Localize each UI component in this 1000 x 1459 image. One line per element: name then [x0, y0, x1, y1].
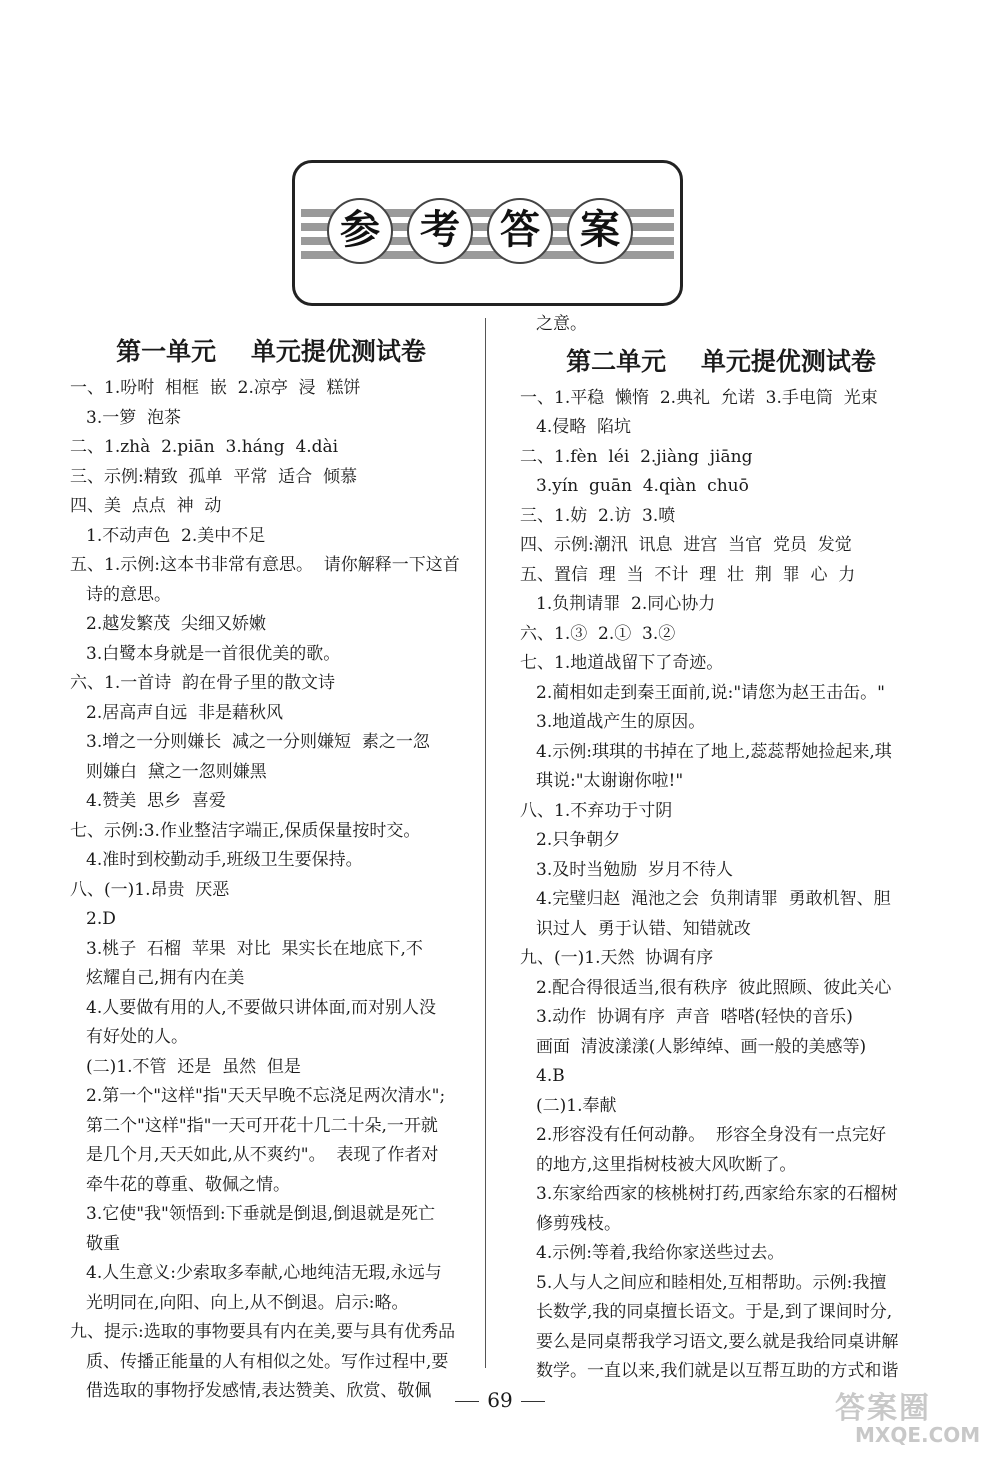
answer-line: 4.赞美 思乡 喜爱 — [86, 791, 226, 811]
answer-line: 2.形容没有任何动静。 形容全身没有一点完好 — [536, 1125, 887, 1145]
answer-line: 要么是同桌帮我学习语文,要么就是我给同桌讲解 — [536, 1331, 899, 1352]
answer-line: 2.蔺相如走到秦王面前,说:"请您为赵王击缶。" — [536, 682, 885, 703]
answer-line: 炫耀自己,拥有内在美 — [86, 968, 245, 988]
answer-line: 1.负荆请罪 2.同心协力 — [536, 594, 716, 614]
answer-line: 第二个"这样"指"一天可开花十几二十朵,一开就 — [86, 1115, 438, 1136]
page-number — [440, 1388, 560, 1412]
answer-line: 六、1.一首诗 韵在骨子里的散文诗 — [70, 673, 336, 693]
answer-line: 七、1.地道战留下了奇迹。 — [520, 653, 724, 673]
banner-char: 参 — [327, 198, 393, 264]
answer-line: 光明同在,向阳、向上,从不倒退。启示:略。 — [86, 1292, 409, 1313]
answer-line: 2.第一个"这样"指"天天早晚不忘浇足两次清水"; — [86, 1086, 446, 1106]
answer-line: 四、示例:潮汛 讯息 进宫 当官 党员 发觉 — [520, 535, 852, 555]
answer-line: 3.地道战产生的原因。 — [536, 712, 706, 732]
page-number-text: 69 — [487, 1388, 513, 1412]
banner-char: 考 — [407, 198, 473, 264]
answer-line: 5.人与人之间应和睦相处,互相帮助。示例:我擅 — [536, 1272, 887, 1293]
answer-line: 识过人 勇于认错、知错就改 — [536, 918, 751, 939]
banner-char: 答 — [487, 198, 553, 264]
answer-line: 诗的意思。 — [86, 584, 171, 605]
unit-1-heading: 第一单元 单元提优测试卷 — [116, 337, 426, 366]
banner-char: 案 — [567, 198, 633, 264]
answer-line: 则嫌白 黛之一忽则嫌黑 — [86, 761, 267, 782]
answer-line: 有好处的人。 — [86, 1027, 188, 1047]
answer-line: 长数学,我的同桌擅长语文。于是,到了课间时分, — [536, 1302, 893, 1322]
answer-line: 3.yín guān 4.qiàn chuō — [536, 476, 749, 496]
answer-line: 4.准时到校勤动手,班级卫生要保持。 — [86, 850, 363, 870]
answer-line: 二、1.fèn léi 2.jiàng jiāng — [520, 446, 753, 467]
answer-line: 六、1.③ 2.① 3.② — [520, 623, 676, 644]
answer-line: 一、1.吩咐 相框 嵌 2.凉亭 浸 糕饼 — [70, 378, 361, 398]
answer-line: 1.不动声色 2.美中不足 — [86, 525, 266, 546]
answer-line: 4.B — [536, 1066, 565, 1086]
watermark-logo: 答案圈 — [835, 1391, 931, 1426]
answer-line: 借选取的事物抒发感情,表达赞美、欣赏、敬佩 — [86, 1381, 432, 1401]
answer-line: 4.人生意义:少索取多奉献,心地纯洁无瑕,永远与 — [86, 1263, 442, 1283]
answer-line: 一、1.平稳 懒惰 2.典礼 允诺 3.手电筒 光束 — [520, 387, 878, 408]
answer-line: 3.动作 协调有序 声音 嗒嗒(轻快的音乐) — [536, 1007, 853, 1027]
answer-line: 修剪残枝。 — [536, 1213, 621, 1234]
answer-line: 3.东家给西家的核桃树打药,西家给东家的石榴树 — [536, 1184, 898, 1204]
answer-line: (二)1.奉献 — [536, 1095, 617, 1116]
answer-line: 牵牛花的尊重、敬佩之情。 — [86, 1174, 290, 1195]
answer-line: 八、1.不弃功于寸阴 — [520, 800, 673, 821]
answer-line: 4.完璧归赵 渑池之会 负荆请罪 勇敢机智、胆 — [536, 889, 891, 909]
answer-line: 数学。一直以来,我们就是以互帮互助的方式和谐 — [536, 1361, 899, 1381]
answer-line: 2.D — [86, 909, 116, 929]
answer-line: 画面 清波漾漾(人影绰绰、画一般的美感等) — [536, 1036, 867, 1057]
answer-line: 2.居高声自远 非是藉秋风 — [86, 702, 284, 723]
answer-line: 二、1.zhà 2.piān 3.háng 4.dài — [70, 437, 339, 457]
left-column — [56, 330, 486, 1407]
answer-title-banner — [292, 160, 683, 306]
answer-line: 三、1.妨 2.访 3.喷 — [520, 505, 676, 526]
right-column — [506, 314, 936, 1387]
watermark-url: MXQE.COM — [855, 1423, 981, 1447]
answer-line: 的地方,这里指树枝被大风吹断了。 — [536, 1154, 797, 1175]
answer-line: 3.白鹭本身就是一首很优美的歌。 — [86, 643, 341, 664]
answer-line: 三、示例:精致 孤单 平常 适合 倾慕 — [70, 466, 357, 487]
answer-line: 四、美 点点 神 动 — [70, 496, 222, 516]
answer-line: 2.只争朝夕 — [536, 830, 621, 850]
answer-line: 敬重 — [86, 1233, 120, 1254]
answer-line: 4.示例:琪琪的书掉在了地上,蕊蕊帮她捡起来,琪 — [536, 741, 892, 762]
answer-line: 五、置信 理 当 不计 理 壮 荆 罪 心 力 — [520, 564, 856, 585]
answer-line: 琪说:"太谢谢你啦!" — [536, 771, 684, 791]
answer-line: 4.侵略 陷坑 — [536, 417, 632, 437]
answer-line: 4.示例:等着,我给你家送些过去。 — [536, 1243, 785, 1263]
answer-line: 是几个月,天天如此,从不爽约"。 表现了作者对 — [86, 1145, 439, 1165]
unit-2-heading: 第二单元 单元提优测试卷 — [566, 346, 876, 376]
answer-line: 八、(一)1.昂贵 厌恶 — [70, 879, 230, 900]
answer-line: 3.它使"我"领悟到:下垂就是倒退,倒退就是死亡 — [86, 1204, 435, 1224]
answer-line: 2.配合得很适当,很有秩序 彼此照顾、彼此关心 — [536, 977, 892, 998]
answer-line: 3.桃子 石榴 苹果 对比 果实长在地底下,不 — [86, 938, 423, 959]
continuation-line: 之意。 — [536, 314, 587, 334]
answer-line: 3.及时当勉励 岁月不待人 — [536, 859, 734, 880]
answer-line: 4.人要做有用的人,不要做只讲体面,而对别人没 — [86, 997, 437, 1018]
answer-line: 3.一箩 泡茶 — [86, 407, 182, 428]
answer-line: (二)1.不管 还是 虽然 但是 — [86, 1056, 301, 1077]
answer-line: 九、提示:选取的事物要具有内在美,要与具有优秀品 — [70, 1322, 456, 1342]
answer-line: 质、传播正能量的人有相似之处。写作过程中,要 — [86, 1351, 449, 1372]
watermark — [745, 1383, 990, 1451]
answer-line: 五、1.示例:这本书非常有意思。 请你解释一下这首 — [70, 555, 460, 575]
answer-line: 九、(一)1.天然 协调有序 — [520, 948, 714, 968]
answer-line: 七、示例:3.作业整洁字端正,保质保量按时交。 — [70, 820, 421, 841]
answer-line: 2.越发繁茂 尖细又娇嫩 — [86, 614, 267, 634]
answer-line: 3.增之一分则嫌长 减之一分则嫌短 素之一忽 — [86, 732, 430, 752]
